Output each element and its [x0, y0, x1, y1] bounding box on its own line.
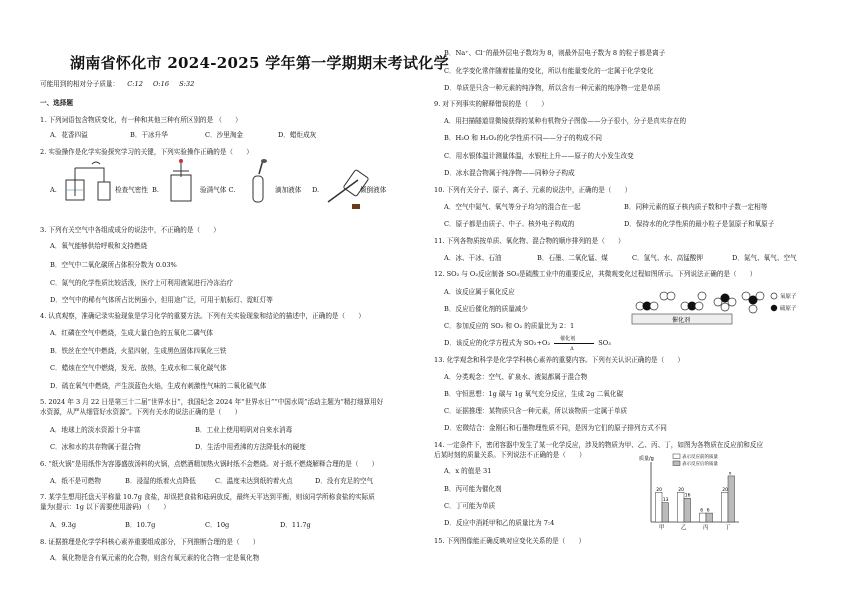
q9-stem: 9. 对下列事实的解释错误的是（ ） — [434, 100, 548, 108]
bar-value-label-1-1: 16 — [684, 493, 691, 499]
bar-value-label-3-1: x — [728, 471, 732, 477]
q13-stem: 13. 化学观念和科学是化学学科核心素养的重要内容。下列有关认识正确的是（ ） — [434, 356, 684, 364]
q7-opt-d[interactable]: D．11.7g — [280, 521, 311, 529]
q12-opt-c[interactable]: C．参加反应的 SO₂ 和 O₂ 的质量比为 2：1 — [444, 322, 575, 330]
x-tick-label-3: 丁 — [725, 525, 731, 531]
q9-opt-c[interactable]: C．用水银体温计测量体温，水银柱上升——原子的大小发生改变 — [444, 152, 634, 160]
bar-value-label-0-0: 20 — [656, 487, 663, 493]
x-tick-label-2: 丙 — [703, 525, 709, 531]
mass-bar-chart — [637, 452, 747, 534]
q11-opt-b[interactable]: B．石墨、二氧化锰、煤 — [537, 254, 608, 262]
legend-swatch-1 — [673, 461, 680, 466]
q5-opt-c[interactable]: C．冰和水的共存物属于混合物 — [50, 443, 141, 451]
y-axis-label: 质量/g — [639, 456, 654, 462]
q1-opt-d[interactable]: D．蜡炬成灰 — [278, 131, 317, 139]
oxygen-legend-label: 氧原子 — [780, 294, 797, 300]
bar-1-0 — [678, 492, 685, 522]
q14-stem-line2: 后某时刻的质量关系。下列说法不正确的是（ ） — [434, 451, 586, 459]
q8-opt-d[interactable]: D．单质是只含一种元素的纯净物，所以含有一种元素的纯净物一定是单质 — [444, 84, 661, 92]
bar-value-label-3-0: 20 — [722, 487, 729, 493]
x-tick-label-0: 甲 — [659, 525, 665, 531]
x-tick-label-1: 乙 — [681, 525, 687, 531]
q11-opt-c[interactable]: C．氢气、水、高锰酸钾 — [632, 254, 703, 262]
q10-opt-d[interactable]: D．保持水的化学性质的最小粒子是氢原子和氧原子 — [624, 220, 775, 228]
q5-opt-b[interactable]: B．工业上使用明矾对自来水消毒 — [195, 426, 293, 434]
q3-stem: 3. 下列有关空气中各组成成分的说法中，不正确的是（ ） — [40, 226, 220, 234]
q4-opt-a[interactable]: A．红磷在空气中燃烧，生成大量白色的五氧化二磷气体 — [50, 329, 214, 337]
q7-opt-c[interactable]: C．10g — [205, 521, 230, 529]
page-title: 湖南省怀化市 2024-2025 学年第一学期期末考试化学 — [70, 54, 449, 72]
q14-opt-c[interactable]: C．丁可能为单质 — [444, 502, 496, 510]
q1-opt-c[interactable]: C．沙里淘金 — [205, 131, 244, 139]
q9-opt-a[interactable]: A．用扫描隧道显微镜获得的某种有机物分子图像——分子很小，分子是真实存在的 — [444, 117, 687, 125]
q6-opt-d[interactable]: D．没有充足的空气 — [315, 477, 374, 485]
q5-stem-line1: 5. 2024 年 3 月 22 日是第三十二届“世界水日”，我国纪念 2024 年“世界水日”“中国水周”活动主题为“精打细算用好 — [40, 398, 384, 406]
legend-swatch-0 — [673, 454, 680, 459]
q4-opt-d[interactable]: D．硫在氧气中燃烧，产生淡蓝色火焰，生成有刺激性气味的二氧化硫气体 — [50, 382, 267, 390]
q14-opt-a[interactable]: A．x 的值是 31 — [444, 467, 492, 475]
q12-opt-a[interactable]: A．该反应属于氧化反应 — [444, 288, 515, 296]
q5-stem-line2: 水资源，从严从细管好水资源”。下列有关水的说法正确的是（ ） — [40, 408, 242, 416]
q6-opt-b[interactable]: B．浸湿的纸着火点降低 — [125, 477, 196, 485]
q4-opt-b[interactable]: B．铁丝在空气中燃烧，火星四射，生成黑色固体四氧化三铁 — [50, 347, 227, 355]
q4-opt-c[interactable]: C．蜡烛在空气中燃烧，发光、放热，生成水和二氧化碳气体 — [50, 364, 227, 372]
q11-opt-d[interactable]: D．氮气、氧气、空气 — [732, 254, 797, 262]
q9-opt-b[interactable]: B．H₂O 和 H₂O₂的化学性质不同——分子的构成不同 — [444, 134, 602, 142]
q13-opt-b[interactable]: B．守恒思想：1g 碳与 1g 氧气充分反应，生成 2g 二氧化碳 — [444, 390, 624, 398]
q2-stem: 2. 实验操作是化学实验探究学习的关键，下列实验操作正确的是（ ） — [40, 148, 253, 156]
q2-opt-c-label: 滴加液体 — [275, 186, 302, 194]
q11-opt-a[interactable]: A．冰、干冰、石油 — [444, 254, 502, 262]
legend-label-1: 表示反应后的质量 — [682, 462, 718, 467]
q14-opt-b[interactable]: B．丙可能为催化剂 — [444, 485, 502, 493]
reaction-arrow: 催化剂 Δ — [554, 343, 594, 344]
q3-opt-c[interactable]: C．氮气的化学性质比较活泼，医疗上可利用液氮进行冷冻治疗 — [50, 279, 234, 287]
legend-label-0: 表示反应前的质量 — [682, 455, 718, 460]
q12-opt-d[interactable]: D．该反应的化学方程式为 SO₂+O₂ 催化剂 Δ SO₃ — [444, 335, 611, 352]
q8-stem: 8. 证据推理是化学学科核心素养重要组成部分，下列推断合理的是（ ） — [40, 538, 260, 546]
q7-opt-b[interactable]: B．10.7g — [125, 521, 156, 529]
bar-3-0 — [722, 492, 729, 522]
bar-2-0 — [700, 513, 707, 522]
q8-opt-b[interactable]: B．Na⁺、Cl⁻的最外层电子数均为 8，则最外层电子数为 8 的粒子都是离子 — [444, 49, 666, 57]
q2-opt-d-label: 倾倒液体 — [360, 186, 387, 194]
q10-opt-a[interactable]: A．空气中氮气、氧气等分子均匀的混合在一起 — [444, 203, 581, 211]
q8-opt-c[interactable]: C．化学变化常伴随着能量的变化，所以有能量变化的一定属于化学变化 — [444, 67, 654, 75]
q1-opt-b[interactable]: B．干冰升华 — [130, 131, 168, 139]
q14-opt-d[interactable]: D．反应中消耗甲和乙的质量比为 7:4 — [444, 519, 555, 527]
q5-opt-d[interactable]: D．生活中用煮沸的方法降低水的硬度 — [195, 443, 306, 451]
bar-0-0 — [656, 492, 663, 522]
gas-fill-check-image — [165, 157, 197, 205]
q10-opt-b[interactable]: B．同种元素的原子核内质子数和中子数一定相等 — [624, 203, 768, 211]
bar-0-1 — [662, 503, 669, 522]
q3-opt-b[interactable]: B．空气中二氧化碳所占体积分数为 0.03% — [50, 261, 177, 269]
q13-opt-a[interactable]: A．分类观念：空气、矿泉水、液氮都属于混合物 — [444, 373, 588, 381]
reaction-micro-diagram — [630, 286, 826, 330]
section-heading: 一、选择题 — [40, 99, 73, 107]
q3-opt-d[interactable]: D．空气中的稀有气体所占比例虽小，但用途广泛，可用于航标灯、霓虹灯等 — [50, 296, 273, 304]
q14-stem-line1: 14. 一定条件下，密闭容器中发生了某一化学反应，涉及的物质为甲、乙、丙、丁，如图为各物质在反应前和反应 — [434, 441, 764, 449]
molecules — [636, 292, 764, 313]
q10-opt-c[interactable]: C．原子都是由质子、中子、核外电子构成的 — [444, 220, 575, 228]
q15-stem: 15. 下列图像能正确反映对应变化关系的是（ ） — [434, 537, 586, 545]
q2-opt-b[interactable]: B. — [152, 186, 159, 194]
q13-opt-d[interactable]: D．宏微结合：金刚石和石墨物理性质不同，是因为它们的原子排列方式不同 — [444, 424, 667, 432]
bar-value-label-0-1: 13 — [662, 498, 669, 504]
q10-stem: 10. 下列有关分子、原子、离子、元素的说法中，正确的是（ ） — [434, 186, 632, 194]
q2-opt-b-label: 验满气体 C. — [200, 186, 236, 194]
catalyst-label: 催化剂 — [672, 317, 691, 324]
airtightness-apparatus-image — [62, 160, 114, 204]
q12-stem: 12. SO₂ 与 O₂反应制备 SO₃是硫酸工业中的重要反应，其微观变化过程如图所示。下列说法正确的是（ ） — [434, 270, 757, 278]
sulfur-legend-label: 硫原子 — [780, 306, 797, 312]
q6-opt-c[interactable]: C．温度未达到纸的着火点 — [215, 477, 293, 485]
oxygen-legend-icon — [771, 293, 777, 299]
q12-opt-b[interactable]: B．反应后催化剂的质量减少 — [444, 305, 528, 313]
q5-opt-a[interactable]: A．地球上的淡水资源十分丰富 — [50, 426, 141, 434]
q3-opt-a[interactable]: A．氧气能够供给呼吸和支持燃烧 — [50, 242, 148, 250]
q2-opt-d[interactable]: D. — [312, 186, 320, 194]
q1-opt-a[interactable]: A．花香四溢 — [50, 131, 88, 139]
q7-stem-line1: 7. 某学生想用托盘天平称量 10.7g 食盐，却误把食盐和砝码放反，最终天平达到平衡，则该同学所称食盐的实际质 — [40, 493, 375, 501]
bar-value-label-2-1: 6 — [706, 508, 710, 514]
q6-stem: 6. “纸火锅”是用纸作为容器盛放汤料的火锅，点燃酒精加热火锅时纸不会燃烧。对于纸不燃烧解释合理的是（ ） — [40, 460, 379, 468]
q4-stem: 4. 认真观察，准确记录实验现象是学习化学的重要方法。下列有关实验现象和结论的描述中，正确的是（ ） — [40, 312, 365, 320]
q7-opt-a[interactable]: A．9.3g — [50, 521, 77, 529]
bar-1-1 — [684, 498, 691, 522]
q13-opt-c[interactable]: C．证据推理：某物质只含一种元素，所以该物质一定属于单质 — [444, 407, 628, 415]
bar-2-1 — [706, 513, 713, 522]
dropper-image — [245, 158, 277, 206]
q7-stem-line2: 量为(提示：1g 以下需要使用游码) （ ） — [40, 503, 170, 511]
q2-opt-a[interactable]: A. — [50, 186, 57, 194]
q1-stem: 1. 下列词语包含物质变化，有一种和其他三种有所区别的是 （ ） — [40, 116, 242, 124]
bar-value-label-1-0: 20 — [678, 487, 685, 493]
bar-value-label-2-0: 6 — [700, 508, 704, 514]
bar-3-1 — [728, 476, 735, 522]
q9-opt-d[interactable]: D．冰水混合物属于纯净物——同种分子构成 — [444, 169, 575, 177]
q11-stem: 11. 下列各物质按单质、氧化物、混合物的顺序排列的是（ ） — [434, 237, 625, 245]
q8-opt-a[interactable]: A．氧化物是含有氧元素的化合物，则含有氧元素的化合物一定是氧化物 — [50, 554, 260, 562]
q6-opt-a[interactable]: A．纸不是可燃物 — [50, 477, 101, 485]
q2-opt-a-label: 检查气密性 — [115, 186, 148, 194]
atomic-masses: 可能用到的相对分子质量： C:12 O:16 S:32 — [40, 80, 195, 88]
sulfur-legend-icon — [771, 305, 777, 311]
